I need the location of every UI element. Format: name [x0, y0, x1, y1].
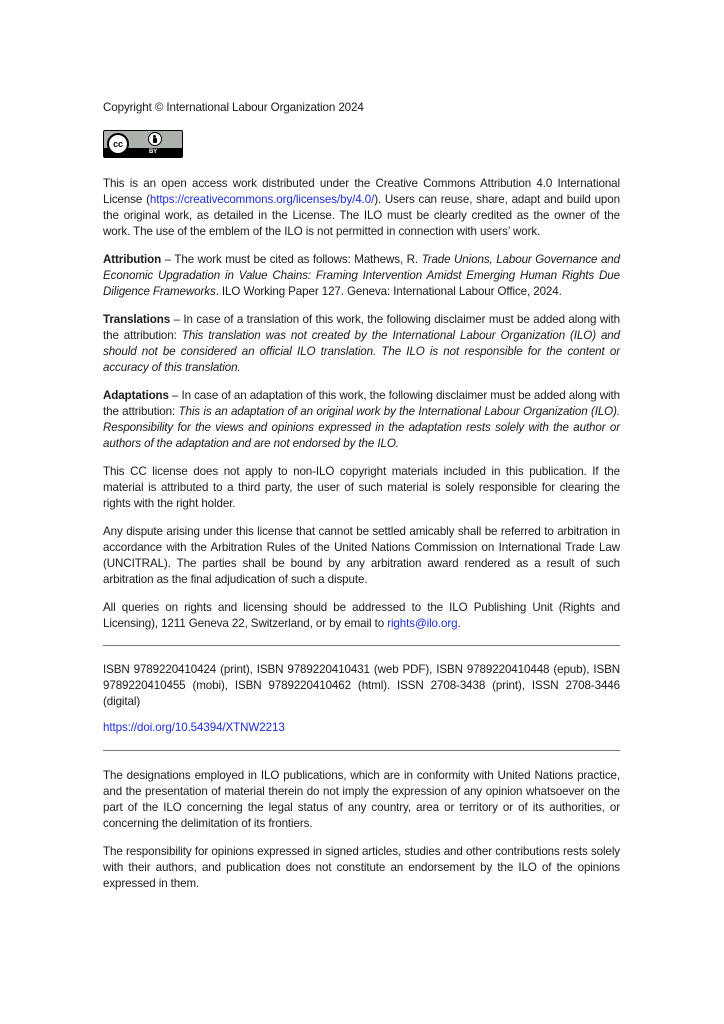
email-link[interactable]: rights@ilo.org [387, 617, 458, 630]
responsibility-paragraph: The responsibility for opinions expressed in signed articles, studies and other contributions rests solely with their authors, and publication does not constitute an endorsement by the ILO of the opinions expressed in them. [103, 845, 620, 890]
cc-icon: cc [107, 133, 129, 155]
adaptations-text: – In case of an adaptation of this work, the following disclaimer must be added along with the attribution: [103, 389, 620, 418]
copyright-notice: Copyright © International Labour Organization 2024 [103, 101, 364, 114]
person-icon [148, 132, 162, 146]
doi-paragraph [103, 720, 620, 736]
open-access-text-rest: ). Users can reuse, share, adapt and build upon the original work, as detailed in the License. The ILO must be clearly credited as the owner of the work. The use of the emblem of the ILO is not permitted in connection with users’ work. [103, 193, 620, 238]
adaptations-label: Adaptations [103, 389, 169, 402]
cc-by-license-badge [103, 130, 183, 158]
divider [103, 750, 620, 751]
dispute-paragraph: Any dispute arising under this license that cannot be settled amicably shall be referred to arbitration in accordance with the Arbitration Rules of the United Nations Commission on International Trade Law (UNCITRAL). The parties shall be bound by any arbitration award rendered as a result of such arbitration as the final adjudication of such a dispute. [103, 525, 620, 586]
designations-paragraph: The designations employed in ILO publications, which are in conformity with United Nations practice, and the presentation of material therein do not imply the expression of any opinion whatsoever on the part of the ILO concerning the legal status of any country, area or territory or of its authorities, or concerning the delimitation of its frontiers. [103, 769, 620, 830]
translations-text: – In case of a translation of this work, the following disclaimer must be added along with the attribution: [103, 313, 620, 342]
translations-paragraph [103, 312, 620, 376]
isbn-paragraph: ISBN 9789220410424 (print), ISBN 9789220410431 (web PDF), ISBN 9789220410448 (epub), ISBN 9789220410455 (mobi), ISBN 9789220410462 (html). ISSN 2708-3438 (print), ISSN 2708-3446 (digital) [103, 663, 620, 708]
queries-end: . [457, 617, 461, 630]
open-access-paragraph [103, 176, 620, 240]
attribution-text: – The work must be cited as follows: Mathews, R. [161, 253, 422, 266]
copyright-page-content [103, 100, 620, 904]
cc-scope-paragraph: This CC license does not apply to non-ILO copyright materials included in this publication. If the material is attributed to a third party, the user of such material is solely responsible for clearing the rights with the right holder. [103, 465, 620, 510]
queries-text: All queries on rights and licensing should be addressed to the ILO Publishing Unit (Rights and Licensing), 1211 Geneva 22, Switzerland, or by email to [103, 601, 620, 630]
open-access-text: This is an open access work distributed under the Creative Commons Attribution 4.0 International License ( [103, 177, 620, 206]
license-link[interactable]: https://creativecommons.org/licenses/by/4.0/ [149, 193, 375, 206]
divider [103, 645, 620, 646]
queries-paragraph [103, 600, 620, 632]
attribution-title: Trade Unions, Labour Governance and Economic Upgradation in Value Chains: Framing Intervention Amidst Emerging Human Rights Due Diligence Frameworks [103, 253, 620, 298]
translations-disclaimer: This translation was not created by the International Labour Organization (ILO) and should not be considered an official ILO translation. The ILO is not responsible for the content or accuracy of this translation. [103, 329, 620, 374]
attribution-rest: . ILO Working Paper 127. Geneva: International Labour Office, 2024. [215, 285, 562, 298]
adaptations-disclaimer: This is an adaptation of an original work by the International Labour Organization (ILO). Responsibility for the views and opinions expressed in the adaptation rests solely with the author or authors of the adaptation and are not endorsed by the ILO. [103, 405, 620, 450]
translations-label: Translations [103, 313, 171, 326]
attribution-paragraph [103, 252, 620, 300]
by-label: BY [149, 149, 158, 155]
attribution-label: Attribution [103, 253, 162, 266]
doi-link[interactable]: https://doi.org/10.54394/XTNW2213 [103, 721, 285, 734]
adaptations-paragraph [103, 388, 620, 452]
